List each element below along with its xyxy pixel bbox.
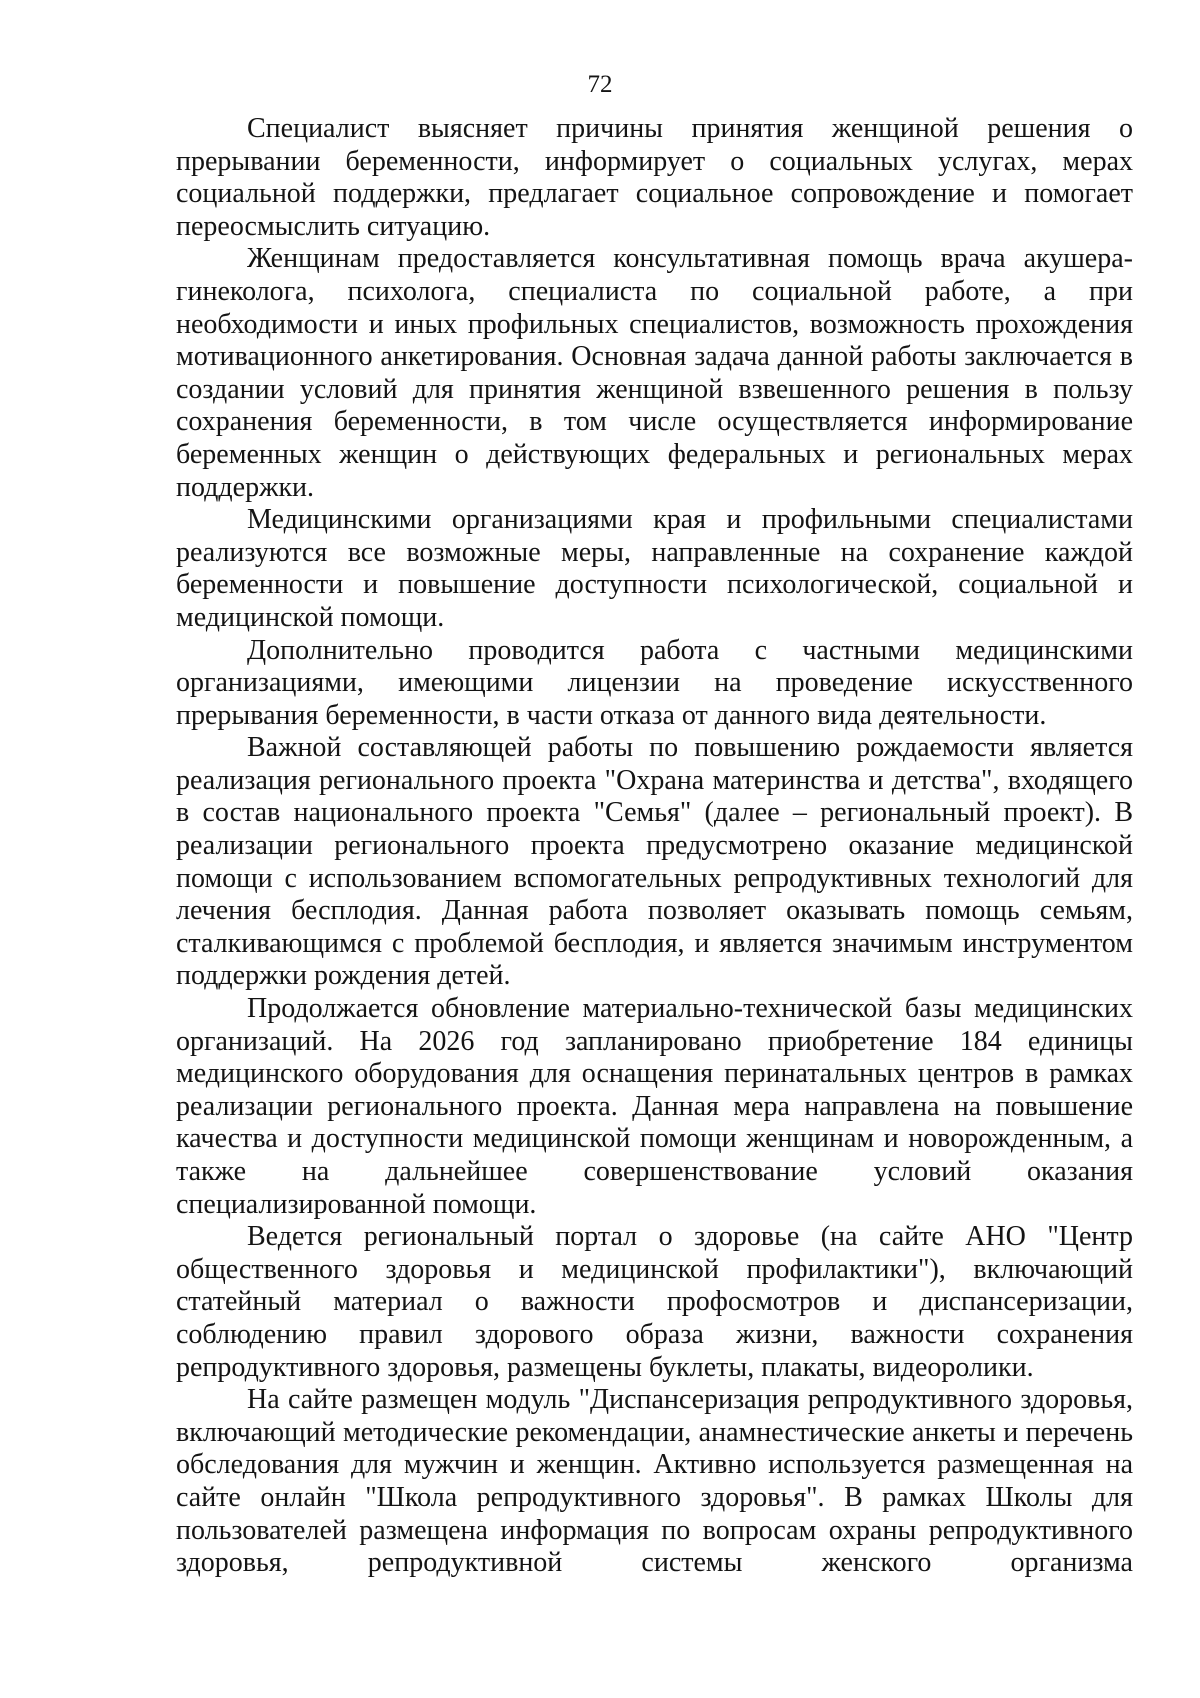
paragraph-consultative-help: Женщинам предоставляется консультативная помощь врача акушера-гинеколога, психолога, специалиста по социальной работе, а при необходимости и иных профильных специалистов, возможность прохождения мотивационного анкетирования. Основная задача данной работы заключается в создании условий для принятия женщиной взвешенного решения в пользу сохранения беременности, в том числе осуществляется информирование беременных женщин о действующих федеральных и региональных мерах поддержки. [176, 243, 1133, 503]
paragraph-regional-project: Важной составляющей работы по повышению рождаемости является реализация регионального проекта "Охрана материнства и детства", входящего в состав национального проекта "Семья" (далее – региональный проект). В реализации регионального проекта предусмотрено оказание медицинской помощи с использованием вспомогательных репродуктивных технологий для лечения бесплодия. Данная работа позволяет оказывать помощь семьям, сталкивающимся с проблемой бесплодия, и является значимым инструментом поддержки рождения детей. [176, 732, 1133, 992]
paragraph-private-organizations: Дополнительно проводится работа с частными медицинскими организациями, имеющими лицензии на проведение искусственного прерывания беременности, в части отказа от данного вида деятельности. [176, 634, 1133, 731]
page-number: 72 [587, 71, 613, 98]
paragraph-specialist: Специалист выясняет причины принятия женщиной решения о прерывании беременности, информирует о социальных услугах, мерах социальной поддержки, предлагает социальное сопровождение и помогает переосмыслить ситуацию. [176, 113, 1133, 242]
paragraph-health-portal: Ведется региональный портал о здоровье (на сайте АНО "Центр общественного здоровья и медицинской профилактики"), включающий статейный материал о важности профосмотров и диспансеризации, соблюдению правил здорового образа жизни, важности сохранения репродуктивного здоровья, размещены буклеты, плакаты, видеоролики. [176, 1221, 1133, 1383]
paragraph-equipment-update: Продолжается обновление материально-технической базы медицинских организаций. На 2026 год запланировано приобретение 184 единицы медицинского оборудования для оснащения перинатальных центров в рамках реализации регионального проекта. Данная мера направлена на повышение качества и доступности медицинской помощи женщинам и новорожденным, а также на дальнейшее совершенствование условий оказания специализированной помощи. [176, 993, 1133, 1220]
paragraph-reproductive-module: На сайте размещен модуль "Диспансеризация репродуктивного здоровья, включающий методические рекомендации, анамнестические анкеты и перечень обследования для мужчин и женщин. Активно используется размещенная на сайте онлайн "Школа репродуктивного здоровья". В рамках Школы для пользователей размещена информация по вопросам охраны репродуктивного здоровья, репродуктивной системы женского организма [176, 1384, 1133, 1579]
paragraph-medical-organizations: Медицинскими организациями края и профильными специалистами реализуются все возможные меры, направленные на сохранение каждой беременности и повышение доступности психологической, социальной и медицинской помощи. [176, 504, 1133, 633]
document-body [176, 113, 1133, 1580]
